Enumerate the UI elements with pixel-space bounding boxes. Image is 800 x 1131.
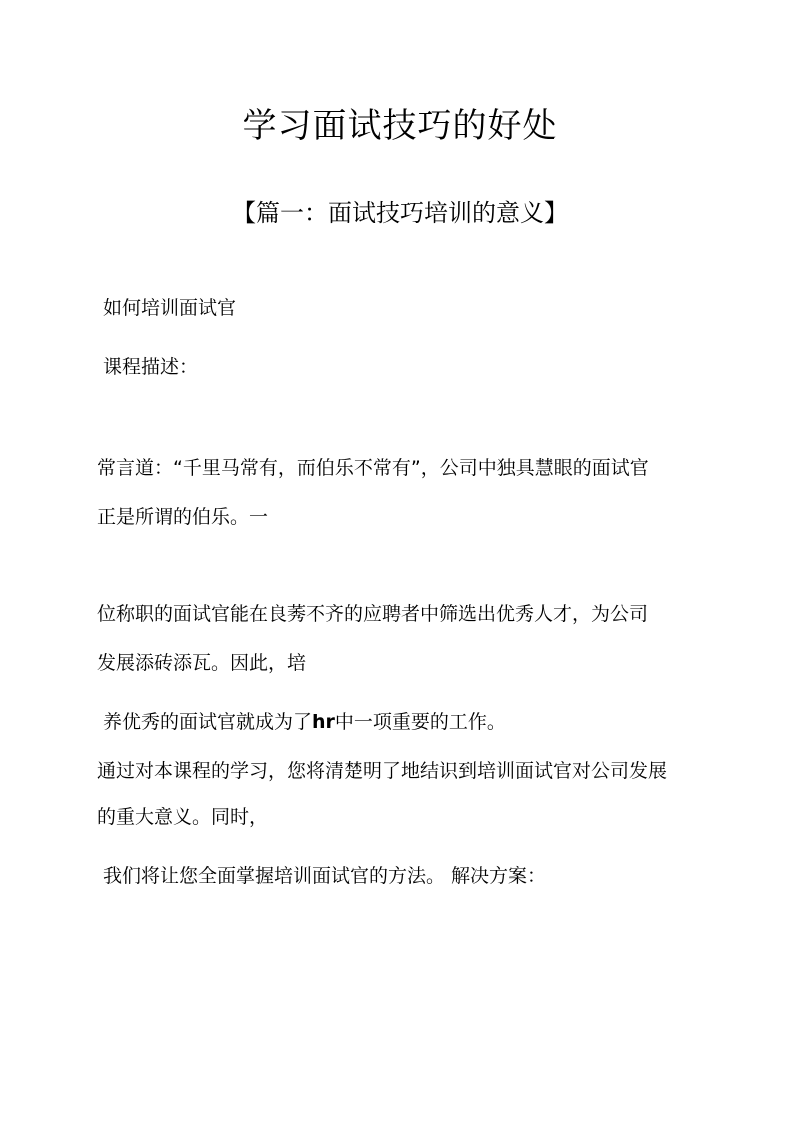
- text-span: 中一项重要的工作。: [334, 711, 506, 733]
- paragraph-line: 课程描述：: [103, 356, 199, 378]
- paragraph-line-hr: [103, 713, 506, 732]
- paragraph-line: 如何培训面试官: [103, 297, 237, 319]
- paragraph-line: 正是所谓的伯乐。一: [97, 506, 269, 528]
- paragraph-line: 的重大意义。同时，: [97, 806, 269, 828]
- paragraph-line: 通过对本课程的学习，您将清楚明了地结识到培训面试官对公司发展: [97, 760, 668, 782]
- paragraph-line: 发展添砖添瓦。因此，培: [97, 652, 307, 674]
- paragraph-line: 位称职的面试官能在良莠不齐的应聘者中筛选出优秀人才，为公司: [97, 603, 649, 625]
- paragraph-line: 常言道：“千里马常有，而伯乐不常有”，公司中独具慧眼的面试官: [97, 457, 649, 479]
- document-title: 学习面试技巧的好处: [242, 106, 558, 146]
- text-span: 养优秀的面试官就成为了: [103, 711, 313, 733]
- section-heading: 【篇一：面试技巧培训的意义】: [232, 199, 568, 227]
- hr-abbreviation: hr: [312, 711, 335, 733]
- paragraph-line: 我们将让您全面掌握培训面试官的方法。 解决方案：: [103, 865, 547, 887]
